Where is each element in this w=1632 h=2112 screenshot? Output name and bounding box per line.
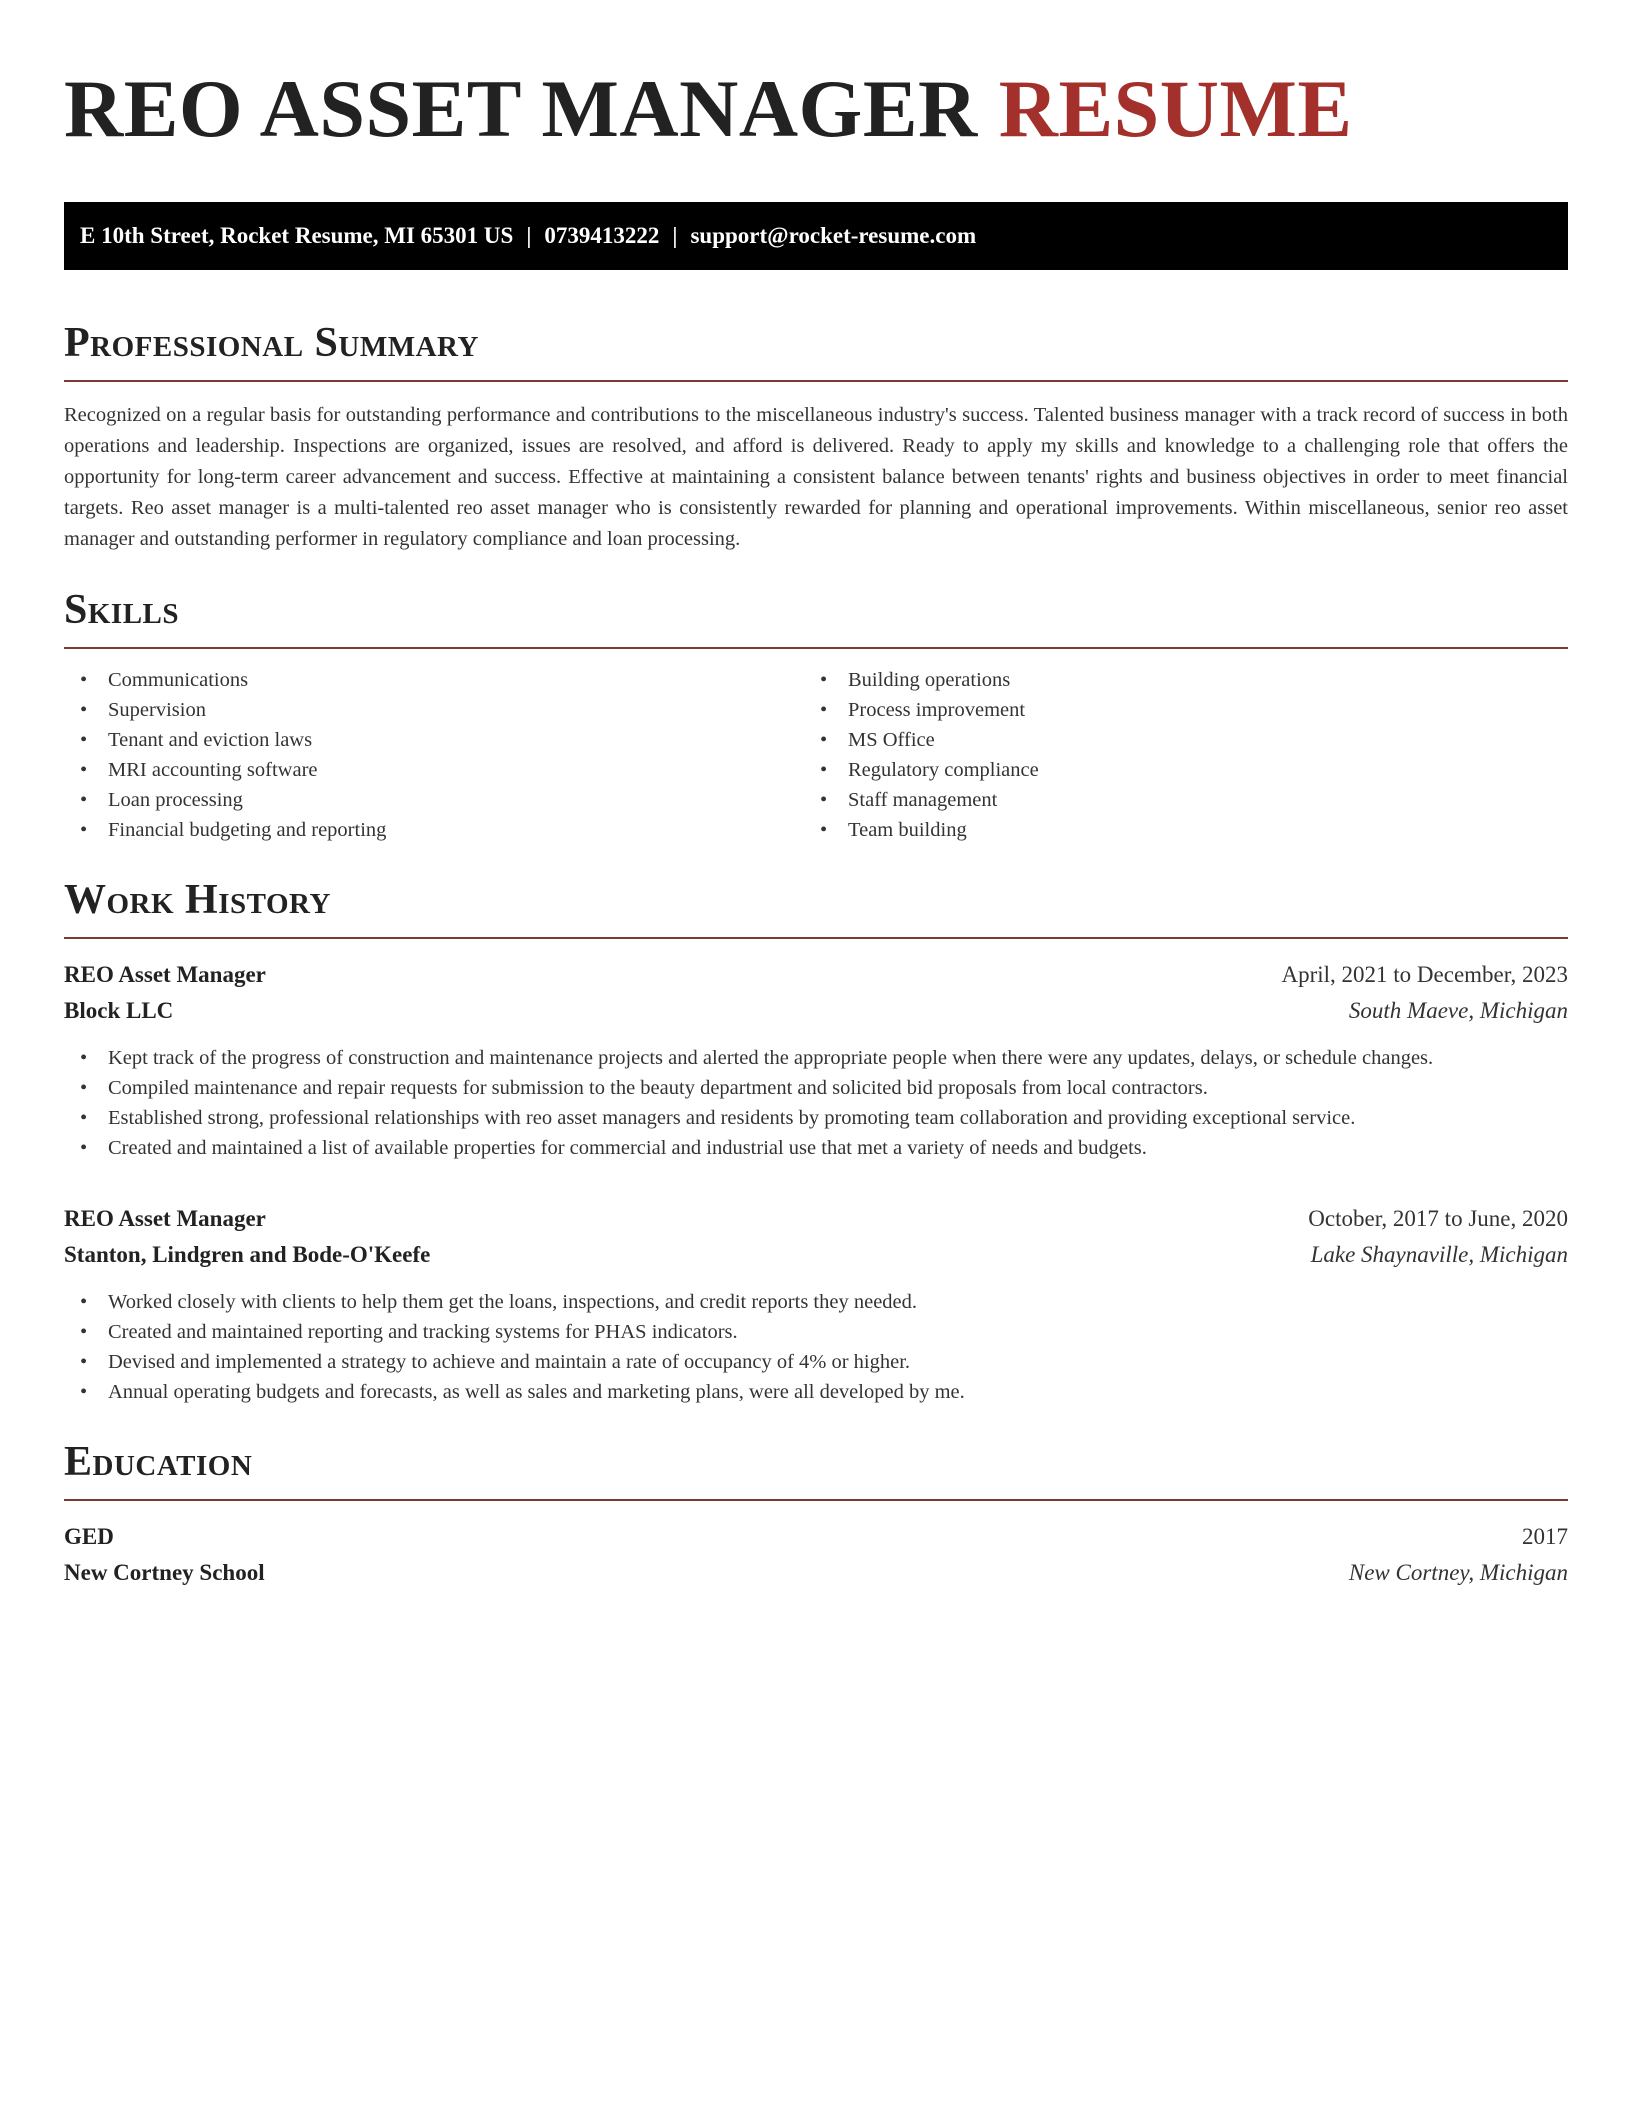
contact-bar xyxy=(64,202,1568,270)
job-company: Stanton, Lindgren and Bode-O'Keefe xyxy=(64,1242,431,1267)
job-bullet: • Created and maintained reporting and tracking systems for PHAS indicators. xyxy=(64,1317,1568,1347)
job-dates: April, 2021 to December, 2023 xyxy=(1281,962,1568,987)
contact-address: E 10th Street, Rocket Resume, MI 65301 US xyxy=(80,223,514,248)
skills-list-left xyxy=(64,665,804,845)
job-bullet: • Created and maintained a list of available properties for commercial and industrial use that met a variety of needs and budgets. xyxy=(64,1133,1568,1163)
skill-item: • Financial budgeting and reporting xyxy=(64,815,804,845)
education-heading: Education xyxy=(64,1439,253,1485)
skill-item: • Process improvement xyxy=(804,695,1544,725)
job-title: REO Asset Manager xyxy=(64,962,266,987)
title-accent: RESUME xyxy=(998,63,1353,154)
section-divider xyxy=(64,647,1568,649)
contact-email: support@rocket-resume.com xyxy=(690,223,977,248)
job-bullet: • Compiled maintenance and repair requests for submission to the beauty department and solicited bid proposals from local contractors. xyxy=(64,1073,1568,1103)
skills-heading: Skills xyxy=(64,587,180,633)
job-bullets xyxy=(64,1287,1568,1407)
title-main: REO ASSET MANAGER xyxy=(64,63,978,154)
summary-text: Recognized on a regular basis for outstanding performance and contributions to the miscellaneous industry's success. Talented business manager with a track record of success in both operations and leadership. Inspections are organized, issues are resolved, and afford is delivered. Ready to apply my skills and knowledge to a challenging role that offers the opportunity for long-term career advancement and success. Effective at maintaining a consistent balance between tenants' rights and business objectives in order to meet financial targets. Reo asset manager is a multi-talented reo asset manager who is consistently rewarded for planning and operational improvements. Within miscellaneous, senior reo asset manager and outstanding performer in regulatory compliance and loan processing. xyxy=(64,404,1568,550)
education-degree-row xyxy=(64,1519,1568,1555)
section-divider xyxy=(64,1499,1568,1501)
skills-list-right xyxy=(804,665,1544,845)
job-title: REO Asset Manager xyxy=(64,1206,266,1231)
job-bullet: • Devised and implemented a strategy to achieve and maintain a rate of occupancy of 4% or higher. xyxy=(64,1347,1568,1377)
skills-grid xyxy=(64,665,1568,845)
job-location: South Maeve, Michigan xyxy=(1348,998,1568,1023)
skill-item: • Regulatory compliance xyxy=(804,755,1544,785)
job-dates: October, 2017 to June, 2020 xyxy=(1308,1206,1568,1231)
work-history-heading: Work History xyxy=(64,877,331,923)
job-entry xyxy=(64,957,1568,1163)
contact-phone: 0739413222 xyxy=(544,223,660,248)
education-school-row xyxy=(64,1555,1568,1591)
job-company: Block LLC xyxy=(64,998,174,1023)
skill-item: • Communications xyxy=(64,665,804,695)
education-degree: GED xyxy=(64,1524,114,1549)
skill-item: • Supervision xyxy=(64,695,804,725)
skill-item: • Tenant and eviction laws xyxy=(64,725,804,755)
resume-title xyxy=(64,56,1568,164)
section-divider xyxy=(64,937,1568,939)
section-divider xyxy=(64,380,1568,382)
job-bullet: • Kept track of the progress of construction and maintenance projects and alerted the appropriate people when there were any updates, delays, or schedule changes. xyxy=(64,1043,1568,1073)
contact-separator: | xyxy=(672,223,678,248)
job-entry xyxy=(64,1201,1568,1407)
job-bullet: • Established strong, professional relationships with reo asset managers and residents by promoting team collaboration and providing exceptional service. xyxy=(64,1103,1568,1133)
skill-item: • Loan processing xyxy=(64,785,804,815)
education-year: 2017 xyxy=(1522,1524,1568,1549)
job-bullet: • Worked closely with clients to help them get the loans, inspections, and credit reports they needed. xyxy=(64,1287,1568,1317)
education-location: New Cortney, Michigan xyxy=(1348,1560,1568,1585)
contact-separator: | xyxy=(526,223,532,248)
job-location: Lake Shaynaville, Michigan xyxy=(1310,1242,1568,1267)
skill-item: • Building operations xyxy=(804,665,1544,695)
job-company-row xyxy=(64,993,1568,1029)
job-header-row xyxy=(64,957,1568,993)
skill-item: • MS Office xyxy=(804,725,1544,755)
education-entry xyxy=(64,1519,1568,1591)
job-bullets xyxy=(64,1043,1568,1163)
job-header-row xyxy=(64,1201,1568,1237)
job-bullet: • Annual operating budgets and forecasts, as well as sales and marketing plans, were all developed by me. xyxy=(64,1377,1568,1407)
skill-item: • Staff management xyxy=(804,785,1544,815)
education-school: New Cortney School xyxy=(64,1560,265,1585)
summary-heading: Professional Summary xyxy=(64,320,479,366)
job-company-row xyxy=(64,1237,1568,1273)
skill-item: • Team building xyxy=(804,815,1544,845)
skill-item: • MRI accounting software xyxy=(64,755,804,785)
